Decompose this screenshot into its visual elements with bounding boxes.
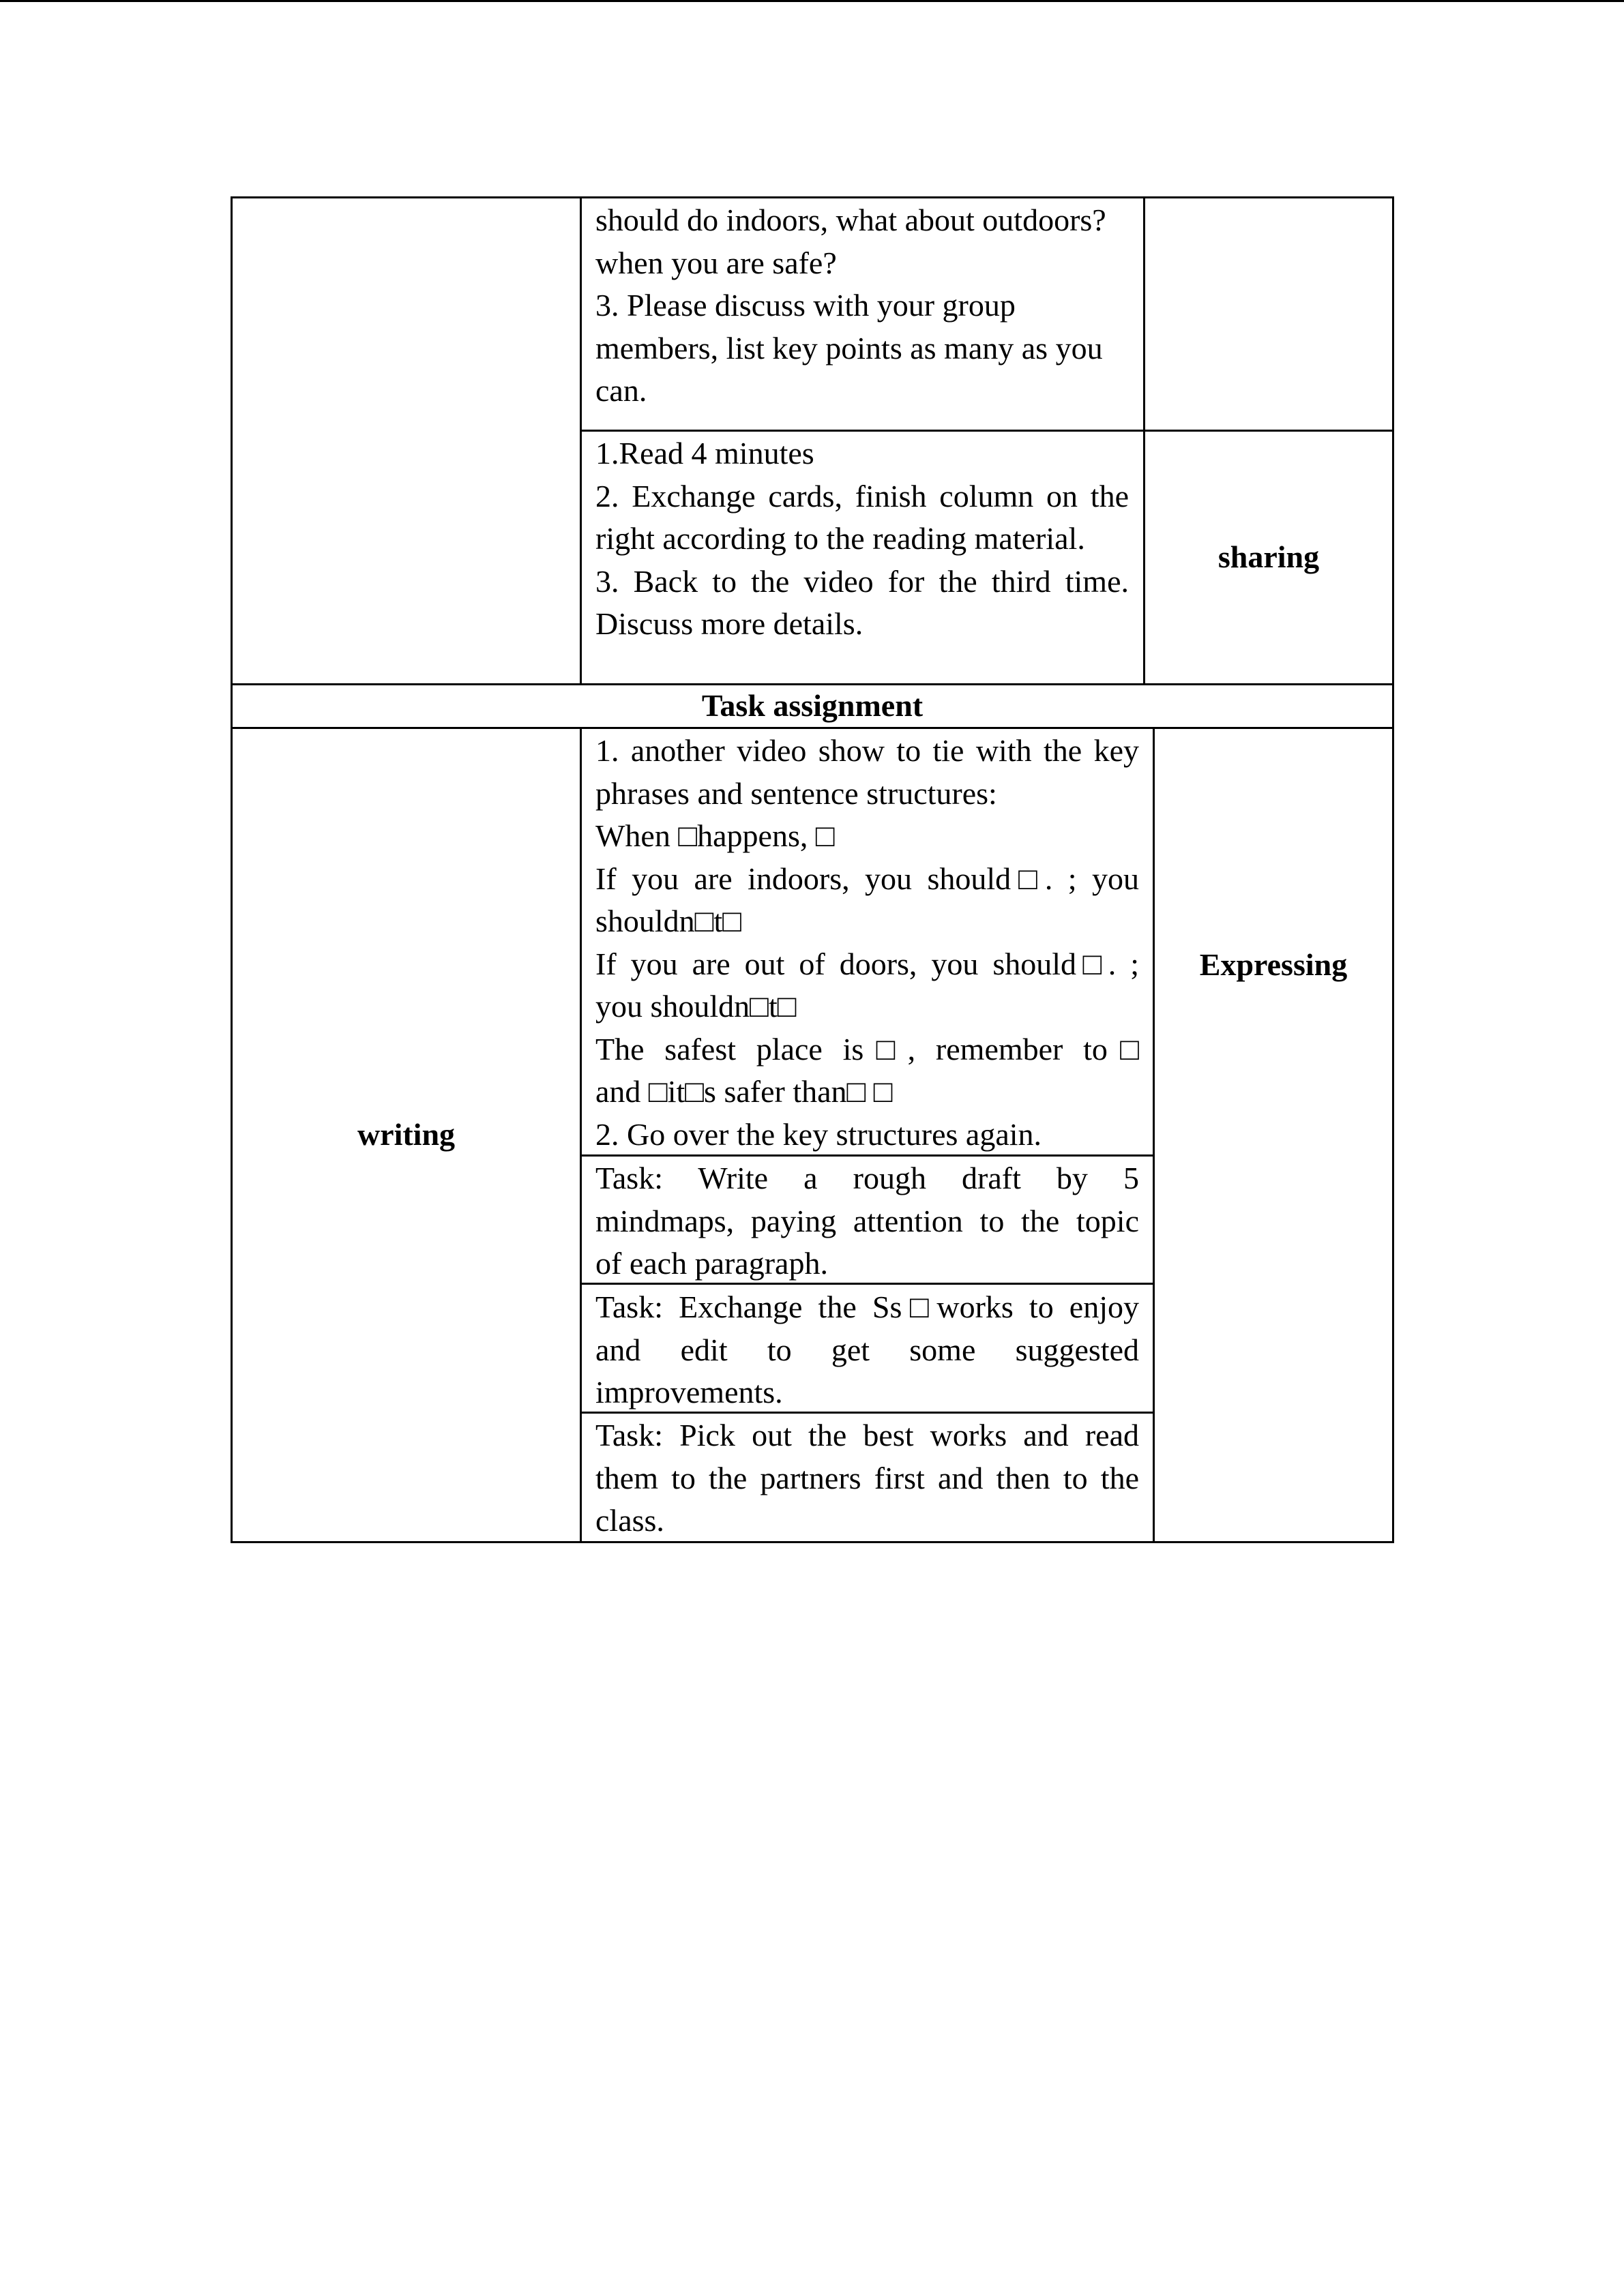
table-border-top: [231, 196, 1394, 198]
row2-line-2: 2. Exchange cards, finish column on the: [595, 478, 1129, 513]
block1-line-10: 2. Go over the key structures again.: [595, 1116, 1042, 1152]
block1-line-4: If you are indoors, you should□. ; you: [595, 861, 1139, 896]
block1-line-2: phrases and sentence structures:: [595, 775, 997, 811]
writing-label: writing: [357, 1117, 456, 1152]
row2-line-4: 3. Back to the video for the third time.: [595, 563, 1129, 599]
row2-activity-cell: [595, 432, 1129, 646]
page-top-rule: [0, 0, 1624, 2]
block4-line-2: them to the partners first and then to the: [595, 1460, 1139, 1495]
row2-line-3: right according to the reading material.: [595, 521, 1085, 556]
row1-line-4: members, list key points as many as you: [595, 330, 1103, 366]
table-border-right: [1392, 196, 1394, 1543]
row1-line-5: can.: [595, 373, 647, 408]
block3-line-2: and edit to get some suggested: [595, 1332, 1139, 1367]
row1-activity-cell: [595, 199, 1134, 413]
row2-line-1: 1.Read 4 minutes: [595, 436, 814, 471]
row1-line-1: should do indoors, what about outdoors?: [595, 203, 1106, 237]
block1-line-3: When □happens, □: [595, 818, 835, 853]
block1-line-6: If you are out of doors, you should□. ;: [595, 946, 1139, 981]
row1-line-3: 3. Please discuss with your group: [595, 288, 1016, 323]
block2-line-3: of each paragraph.: [595, 1246, 828, 1281]
row1-line-2: when you are safe?: [595, 245, 837, 280]
block1-line-8: The safest place is□, remember to□: [595, 1031, 1139, 1067]
writing-block-2: [595, 1157, 1139, 1285]
expressing-label: Expressing: [1199, 947, 1348, 983]
writing-block-4: [595, 1414, 1139, 1542]
block2-line-1: Task: Write a rough draft by 5: [595, 1161, 1139, 1195]
block1-line-7: you shouldn□t□: [595, 989, 797, 1024]
column-divider-left-upper: [580, 196, 582, 685]
column-divider-left-lower: [580, 727, 582, 1543]
row2-line-5: Discuss more details.: [595, 606, 863, 641]
row2-stage-label: sharing: [1217, 539, 1320, 575]
block4-line-3: class.: [595, 1503, 664, 1538]
writing-block-1: [595, 730, 1139, 1156]
block2-line-2: mindmaps, paying attention to the topic: [595, 1203, 1139, 1238]
section-header: Task assignment: [701, 688, 924, 724]
block1-line-9: and □it□s safer than□ □: [595, 1074, 893, 1109]
block3-line-1: Task: Exchange the Ss□works to enjoy: [595, 1289, 1139, 1324]
block3-line-3: improvements.: [595, 1375, 783, 1410]
writing-block-3: [595, 1286, 1139, 1414]
block1-line-5: shouldn□t□: [595, 904, 742, 938]
block4-line-1: Task: Pick out the best works and read: [595, 1418, 1139, 1452]
block1-line-1: 1. another video show to tie with the key: [595, 733, 1139, 768]
